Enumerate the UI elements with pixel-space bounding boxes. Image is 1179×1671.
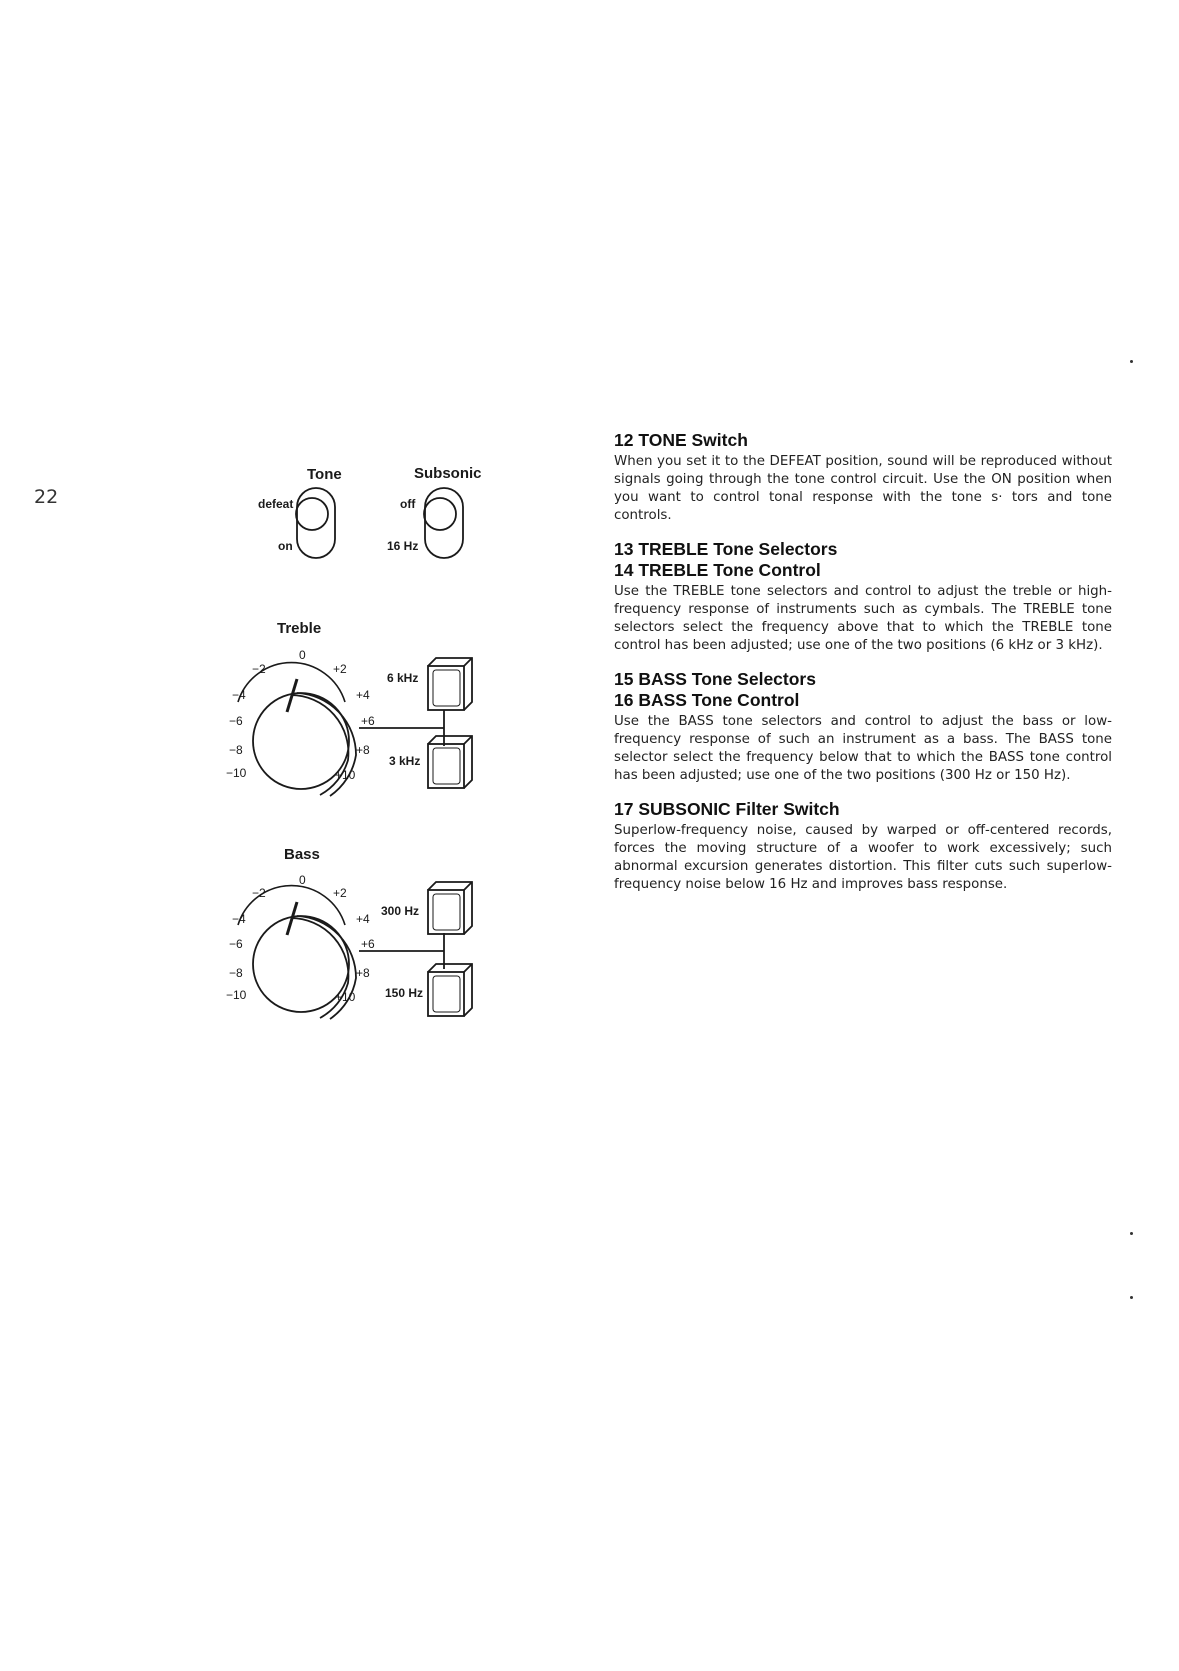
- section-heading: 15 BASS Tone Selectors: [614, 669, 816, 689]
- treble-scale-plus2: +2: [333, 662, 347, 676]
- scan-speck: [1130, 360, 1133, 363]
- treble-scale-plus4: +4: [356, 688, 370, 702]
- subsonic-switch-title: Subsonic: [414, 465, 482, 482]
- section-body: When you set it to the DEFEAT position, sound will be reproduced without signals going through the tone control circuit. Use the ON position when you want to control tonal response with the tone s· tors and tone controls.: [614, 454, 1112, 523]
- bass-scale-plus10: +10: [335, 990, 356, 1004]
- treble-scale-0: 0: [299, 648, 306, 662]
- section-heading: 12 TONE Switch: [614, 430, 748, 450]
- treble-scale-minus2: −2: [252, 662, 266, 676]
- subsonic-switch-graphic: [424, 488, 463, 558]
- subsonic-16hz-label: 16 Hz: [387, 539, 419, 553]
- treble-scale-plus10: +10: [335, 768, 356, 782]
- bass-scale-minus6: −6: [229, 937, 243, 951]
- text-column: [614, 430, 1112, 908]
- tone-switch-graphic: [296, 488, 335, 558]
- section-bass: [614, 669, 1112, 785]
- bass-scale-0: 0: [299, 873, 306, 887]
- bass-150hz-label: 150 Hz: [385, 986, 424, 1000]
- section-subsonic: [614, 799, 1112, 894]
- treble-scale-minus6: −6: [229, 714, 243, 728]
- page-number: 22: [34, 486, 59, 508]
- bass-title: Bass: [284, 846, 320, 863]
- bass-scale-minus2: −2: [252, 886, 266, 900]
- tone-on-label: on: [278, 539, 293, 553]
- bass-selector-buttons-graphic: [428, 882, 472, 1016]
- section-treble: [614, 539, 1112, 655]
- treble-3khz-label: 3 kHz: [389, 754, 421, 768]
- section-body: Use the TREBLE tone selectors and control to adjust the treble or high-frequency response of instruments such as cymbals. The TREBLE tone selectors select the frequency above that to which the TREBLE tone control has been adjusted; use one of the two positions (6 kHz or 3 kHz).: [614, 584, 1112, 653]
- bass-scale-minus10: −10: [226, 988, 247, 1002]
- section-heading: 13 TREBLE Tone Selectors: [614, 539, 838, 559]
- section-tone-switch: [614, 430, 1112, 525]
- scan-speck: [1130, 1232, 1133, 1235]
- bass-300hz-label: 300 Hz: [381, 904, 420, 918]
- bass-scale-plus2: +2: [333, 886, 347, 900]
- tone-defeat-label: defeat: [258, 497, 294, 511]
- bass-scale-plus4: +4: [356, 912, 370, 926]
- section-body: Use the BASS tone selectors and control to adjust the bass or low-frequency response of such an instrument as a bass. The BASS tone selector select the frequency below that to which the BASS tone control has been adjusted; use one of the two positions (300 Hz or 150 Hz).: [614, 714, 1112, 783]
- treble-scale-minus8: −8: [229, 743, 243, 757]
- treble-scale-plus8: +8: [356, 743, 370, 757]
- subsonic-off-label: off: [400, 497, 416, 511]
- treble-scale-plus6: +6: [361, 714, 375, 728]
- treble-scale-minus4: −4: [232, 688, 246, 702]
- section-heading: 14 TREBLE Tone Control: [614, 560, 821, 580]
- section-body: Superlow-frequency noise, caused by warped or off-centered records, forces the moving structure of a woofer to work excessively; such abnormal excursion generates distortion. This filter cuts such superlow-frequency noise below 16 Hz and improves bass response.: [614, 823, 1112, 892]
- treble-selector-buttons-graphic: [428, 658, 472, 788]
- scan-speck: [1130, 1296, 1133, 1299]
- treble-6khz-label: 6 kHz: [387, 671, 419, 685]
- section-heading: 17 SUBSONIC Filter Switch: [614, 799, 840, 819]
- bass-scale-minus8: −8: [229, 966, 243, 980]
- section-heading: 16 BASS Tone Control: [614, 690, 800, 710]
- bass-scale-plus8: +8: [356, 966, 370, 980]
- tone-switch-title: Tone: [307, 466, 342, 483]
- bass-scale-minus4: −4: [232, 912, 246, 926]
- bass-scale-plus6: +6: [361, 937, 375, 951]
- treble-scale-minus10: −10: [226, 766, 247, 780]
- treble-title: Treble: [277, 620, 322, 637]
